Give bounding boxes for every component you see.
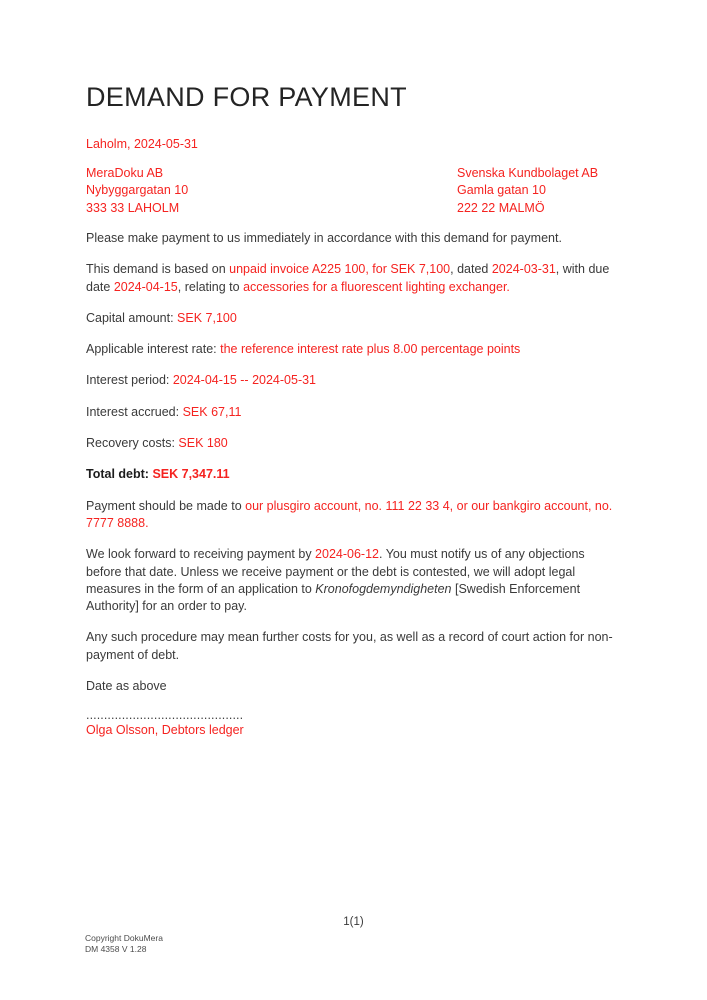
paragraph-intro: Please make payment to us immediately in accordance with this demand for payment. [86,231,562,245]
recipient-name: Svenska Kundbolaget AB [457,166,599,180]
document-title: DEMAND FOR PAYMENT [86,82,407,112]
paragraph-date-as-above: Date as above [86,679,167,694]
paragraph-interest-rate: Applicable interest rate: the reference interest rate plus 8.00 percentage points [86,342,521,357]
paragraph-consequences: Any such procedure may mean further costs for you, as well as a record of court action for non-payment of debt. [86,630,613,662]
copyright-owner: Copyright DokuMera [85,933,163,943]
letter-body [86,230,613,740]
paragraph-capital-amount: Capital amount: SEK 7,100 [86,310,237,325]
footer-copyright [85,933,163,954]
sender-name: MeraDoku AB [86,166,164,180]
sender-street: Nybyggargatan 10 [86,183,189,198]
paragraph-basis: This demand is based on unpaid invoice A225 100, for SEK 7,100, dated 2024-03-31, with due date 2024-04-15, relating to accessories for a fluorescent lighting exchanger. [86,262,610,294]
document-version: DM 4358 V 1.28 [85,943,147,954]
recipient-street: Gamla gatan 10 [457,183,546,198]
signature-block [86,709,613,739]
signature-name: Olga Olsson, Debtors ledger [86,723,244,738]
sender-address [86,165,188,217]
paragraph-interest-accrued: Interest accrued: SEK 67,11 [86,404,242,419]
signature-line: ............................................ [86,708,244,723]
paragraph-deadline: We look forward to receiving payment by 2024-06-12. You must notify us of any objections before that date. Unless we receive payment or the debt is contested, we will adopt legal measures in the form of an application to Kronofogdemyndigheten [Swedish Enforcement Authority] for an order to pay. [86,547,585,614]
paragraph-total-debt: Total debt: SEK 7,347.11 [86,467,230,482]
recipient-address [457,165,598,217]
sender-city: 333 33 LAHOLM [86,200,180,215]
recipient-city: 222 22 MALMÖ [457,200,545,215]
paragraph-payment-accounts: Payment should be made to our plusgiro account, no. 111 22 33 4, or our bankgiro account, no. 7777 8888. [86,498,613,530]
paragraph-recovery-costs: Recovery costs: SEK 180 [86,436,228,451]
page-number: 1(1) [343,916,364,928]
paragraph-interest-period: Interest period: 2024-04-15 -- 2024-05-31 [86,373,317,388]
place-and-date: Laholm, 2024-05-31 [86,137,198,151]
